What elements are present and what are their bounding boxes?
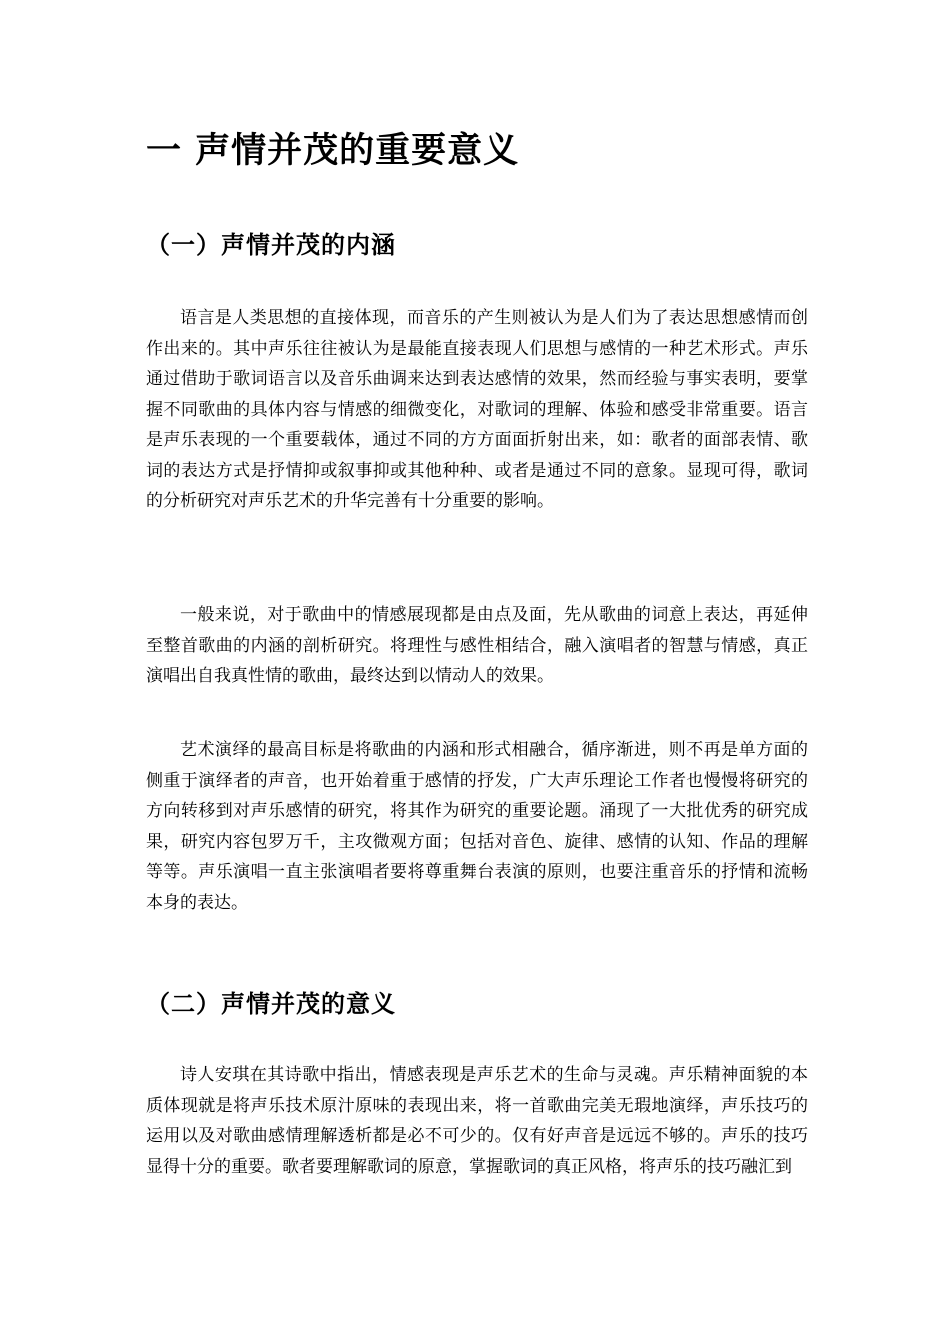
paragraph: 一般来说，对于歌曲中的情感展现都是由点及面，先从歌曲的词意上表达，再延伸至整首歌曲的内涵的剖析研究。将理性与感性相结合，融入演唱者的智慧与情感，真正演唱出自我真性情的歌曲，最终达到以情动人的效果。 xyxy=(146,605,808,686)
paragraph: 语言是人类思想的直接体现，而音乐的产生则被认为是人们为了表达思想感情而创作出来的。其中声乐往往被认为是最能直接表现人们思想与感情的一种艺术形式。声乐通过借助于歌词语言以及音乐曲调来达到表达感情的效果，然而经验与事实表明，要掌握不同歌曲的具体内容与情感的细微变化，对歌词的理解、体验和感受非常重要。语言是声乐表现的一个重要载体，通过不同的方方面面折射出来，如：歌者的面部表情、歌词的表达方式是抒情抑或叙事抑或其他种种、或者是通过不同的意象。显现可得，歌词的分析研究对声乐艺术的升华完善有十分重要的影响。 xyxy=(146,308,808,511)
chapter-title: 一 声情并茂的重要意义 xyxy=(146,130,520,171)
section-heading-significance: （二）声情并茂的意义 xyxy=(146,989,396,1018)
paragraph: 诗人安琪在其诗歌中指出，情感表现是声乐艺术的生命与灵魂。声乐精神面貌的本质体现就是将声乐技术原汁原味的表现出来，将一首歌曲完美无瑕地演绎，声乐技巧的运用以及对歌曲感情理解透析都是必不可少的。仅有好声音是远远不够的。声乐的技巧显得十分的重要。歌者要理解歌词的原意，掌握歌词的真正风格，将声乐的技巧融汇到 xyxy=(146,1065,808,1177)
paragraph: 艺术演绎的最高目标是将歌曲的内涵和形式相融合，循序渐进，则不再是单方面的侧重于演绎者的声音，也开始着重于感情的抒发，广大声乐理论工作者也慢慢将研究的方向转移到对声乐感情的研究，将其作为研究的重要论题。涌现了一大批优秀的研究成果，研究内容包罗万千，主攻微观方面；包括对音色、旋律、感情的认知、作品的理解等等。声乐演唱一直主张演唱者要将尊重舞台表演的原则，也要注重音乐的抒情和流畅本身的表达。 xyxy=(146,740,808,913)
section-heading-connotation: （一）声情并茂的内涵 xyxy=(146,230,396,259)
